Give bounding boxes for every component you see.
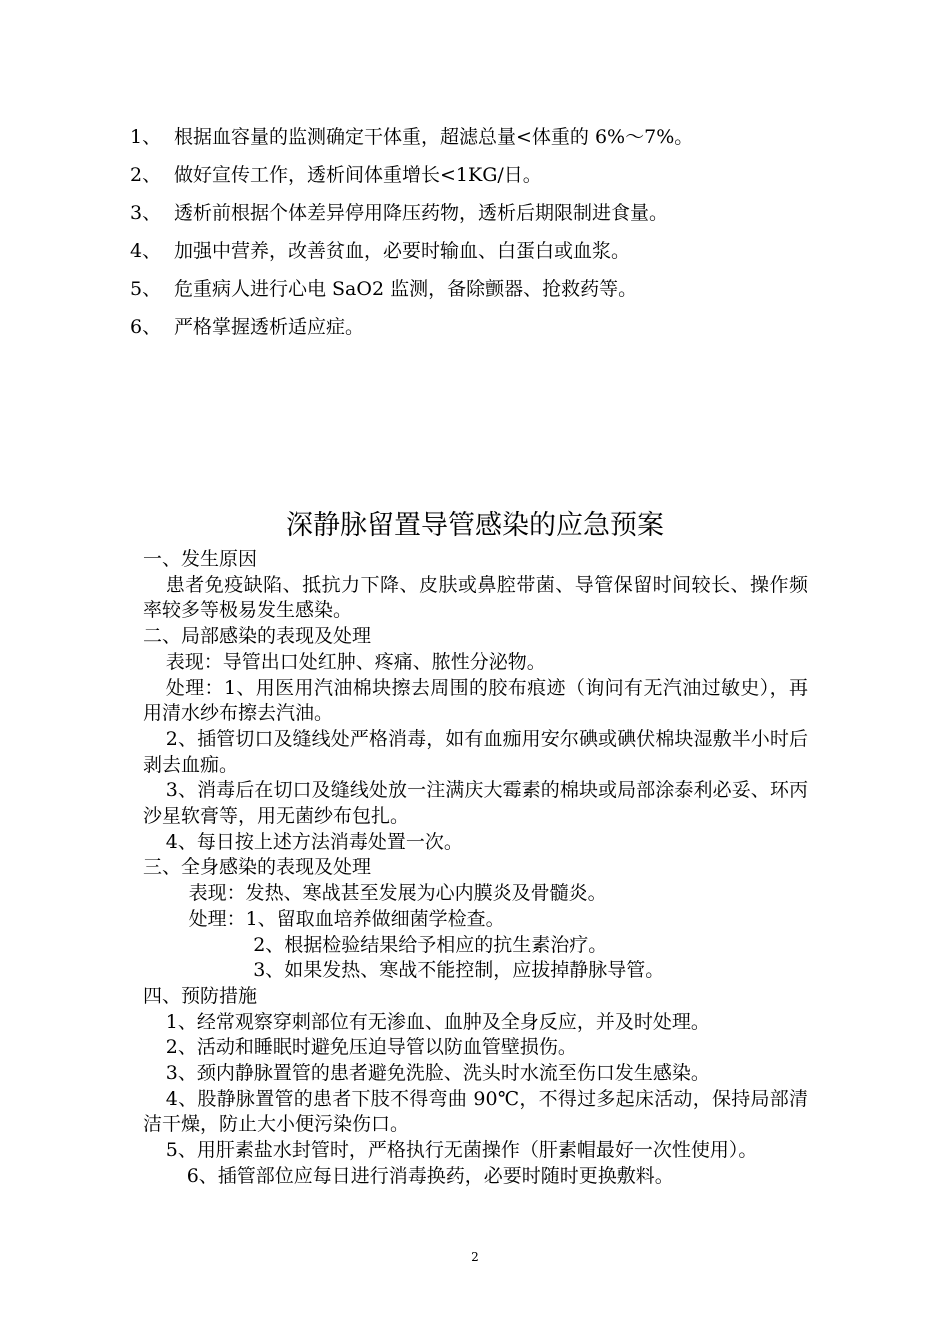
- list-item: [130, 312, 830, 350]
- list-item-text: 危重病人进行心电 SaO2 监测，备除颤器、抢救药等。: [174, 278, 638, 300]
- section-heading-causes: 一、发生原因: [143, 548, 258, 570]
- list-item-number: 2、: [130, 164, 162, 186]
- paragraph: 4、每日按上述方法消毒处置一次。: [165, 830, 463, 853]
- list-item: [130, 274, 830, 312]
- section-heading-local-infection: 二、局部感染的表现及处理: [143, 625, 372, 648]
- paragraph: 6、插管部位应每日进行消毒换药，必要时随时更换敷料。: [186, 1164, 674, 1187]
- paragraph: 表现：导管出口处红肿、疼痛、脓性分泌物。: [165, 650, 546, 673]
- paragraph: 4、股静脉置管的患者下肢不得弯曲 90℃，不得过多起床活动，保持局部清洁干燥，防止大小便污染伤口。: [143, 1087, 808, 1136]
- section-heading-systemic-infection: 三、全身感染的表现及处理: [143, 856, 372, 879]
- paragraph: 2、插管切口及缝线处严格消毒，如有血痂用安尔碘或碘伏棉块湿敷半小时后剥去血痂。: [143, 727, 808, 776]
- section-heading-prevention: 四、预防措施: [143, 984, 258, 1007]
- list-item: [130, 198, 830, 236]
- paragraph: 表现：发热、寒战甚至发展为心内膜炎及骨髓炎。: [188, 882, 607, 905]
- paragraph: 3、颈内静脉置管的患者避免洗脸、洗头时水流至伤口发生感染。: [165, 1062, 710, 1085]
- list-item: [130, 122, 830, 160]
- list-item-number: 1、: [130, 126, 162, 148]
- list-item-text: 严格掌握透析适应症。: [174, 316, 365, 338]
- list-item-text: 透析前根据个体差异停用降压药物，透析后期限制进食量。: [174, 202, 669, 224]
- list-item-number: 5、: [130, 278, 162, 300]
- paragraph: 2、活动和睡眠时避免压迫导管以防血管壁损伤。: [165, 1036, 577, 1059]
- document-title: 深静脉留置导管感染的应急预案: [286, 510, 664, 541]
- paragraph: 3、消毒后在切口及缝线处放一注满庆大霉素的棉块或局部涂泰利必妥、环丙沙星软膏等，用无菌纱布包扎。: [143, 779, 808, 828]
- list-item-number: 3、: [130, 202, 162, 224]
- page-number: 2: [471, 1250, 479, 1264]
- paragraph: 处理：1、留取血培养做细菌学检查。: [188, 907, 505, 930]
- list-item-number: 6、: [130, 316, 162, 338]
- paragraph: 5、用肝素盐水封管时，严格执行无菌操作（肝素帽最好一次性使用）。: [165, 1139, 758, 1162]
- list-item: [130, 160, 830, 198]
- list-item: [130, 236, 830, 274]
- paragraph: 1、经常观察穿刺部位有无渗血、血肿及全身反应，并及时处理。: [165, 1010, 710, 1033]
- list-item-text: 做好宣传工作，透析间体重增长<1KG/日。: [174, 164, 542, 186]
- list-item-text: 加强中营养，改善贫血，必要时输血、白蛋白或血浆。: [174, 240, 631, 262]
- list-item-number: 4、: [130, 240, 162, 262]
- list-item-text: 根据血容量的监测确定干体重，超滤总量<体重的 6%～7%。: [174, 126, 694, 148]
- numbered-list: [130, 122, 830, 350]
- paragraph: 3、如果发热、寒战不能控制，应拔掉静脉导管。: [253, 959, 665, 982]
- paragraph: 处理：1、用医用汽油棉块擦去周围的胶布痕迹（询问有无汽油过敏史），再用清水纱布擦去汽油。: [143, 676, 808, 725]
- document-body: [143, 547, 808, 1190]
- paragraph: 患者免疫缺陷、抵抗力下降、皮肤或鼻腔带菌、导管保留时间较长、操作频率较多等极易发生感染。: [143, 573, 808, 622]
- paragraph: 2、根据检验结果给予相应的抗生素治疗。: [253, 933, 608, 956]
